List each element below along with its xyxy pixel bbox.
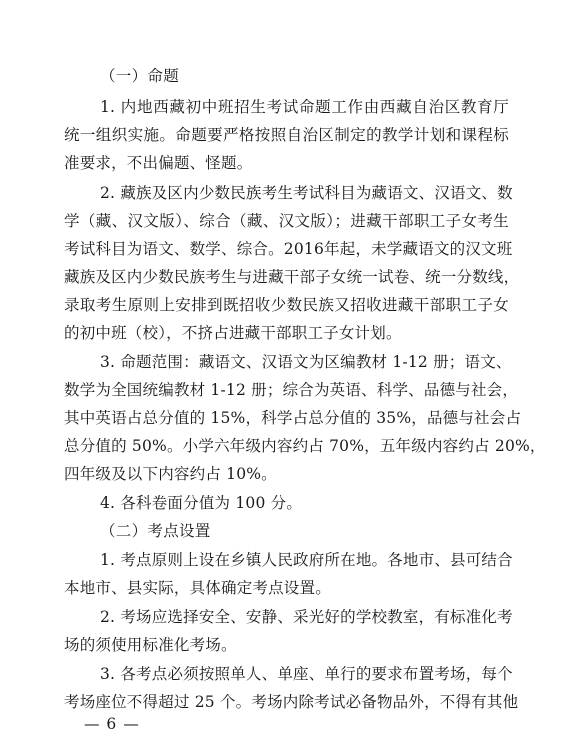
paragraph-line: 本地市、县实际，具体确定考点设置。: [64, 579, 331, 597]
section-heading-proposition: （一）命题: [100, 67, 180, 85]
page-number: — 6 —: [84, 715, 140, 733]
paragraph-line: 4. 各科卷面分值为 100 分。: [100, 494, 303, 512]
paragraph-line: 数学为全国统编教材 1-12 册；综合为英语、科学、品德与社会，: [64, 381, 519, 399]
paragraph-line: 四年级及以下内容约占 10%。: [64, 465, 277, 483]
paragraph-line: 2. 考场应选择安全、安静、采光好的学校教室，有标准化考: [100, 608, 513, 626]
paragraph-line: 1. 内地西藏初中班招生考试命题工作由西藏自治区教育厅: [100, 98, 509, 116]
paragraph-line: 3. 命题范围：藏语文、汉语文为区编教材 1-12 册；语文、: [100, 353, 512, 371]
paragraph-line: 其中英语占总分值的 15%，科学占总分值的 35%，品德与社会占: [64, 409, 522, 427]
paragraph-line: 2. 藏族及区内少数民族考生考试科目为藏语文、汉语文、数: [100, 184, 513, 202]
paragraph-line: 场的须使用标准化考场。: [64, 636, 237, 654]
paragraph-line: 的初中班（校），不挤占进藏干部职工子女计划。: [64, 324, 402, 342]
paragraph-line: 3. 各考点必须按照单人、单座、单行的要求布置考场，每个: [100, 665, 513, 683]
paragraph-line: 总分值的 50%。小学六年级内容约占 70%，五年级内容约占 20%，: [64, 437, 546, 455]
paragraph-line: 藏族及区内少数民族考生与进藏干部子女统一试卷、统一分数线，: [64, 268, 520, 286]
section-heading-exam-sites: （二）考点设置: [100, 522, 211, 540]
paragraph-line: 1. 考点原则上设在乡镇人民政府所在地。各地市、县可结合: [100, 551, 513, 569]
paragraph-line: 考场座位不得超过 25 个。考场内除考试必备物品外，不得有其他: [64, 693, 519, 711]
paragraph-line: 考试科目为语文、数学、综合。2016年起，未学藏语文的汉文班: [64, 240, 513, 258]
paragraph-line: 学（藏、汉文版）、综合（藏、汉文版）；进藏干部职工子女考生: [64, 212, 509, 230]
paragraph-line: 准要求，不出偏题、怪题。: [64, 154, 253, 172]
paragraph-line: 录取考生原则上安排到既招收少数民族又招收进藏干部职工子女: [64, 296, 509, 314]
paragraph-line: 统一组织实施。命题要严格按照自治区制定的教学计划和课程标: [64, 126, 509, 144]
